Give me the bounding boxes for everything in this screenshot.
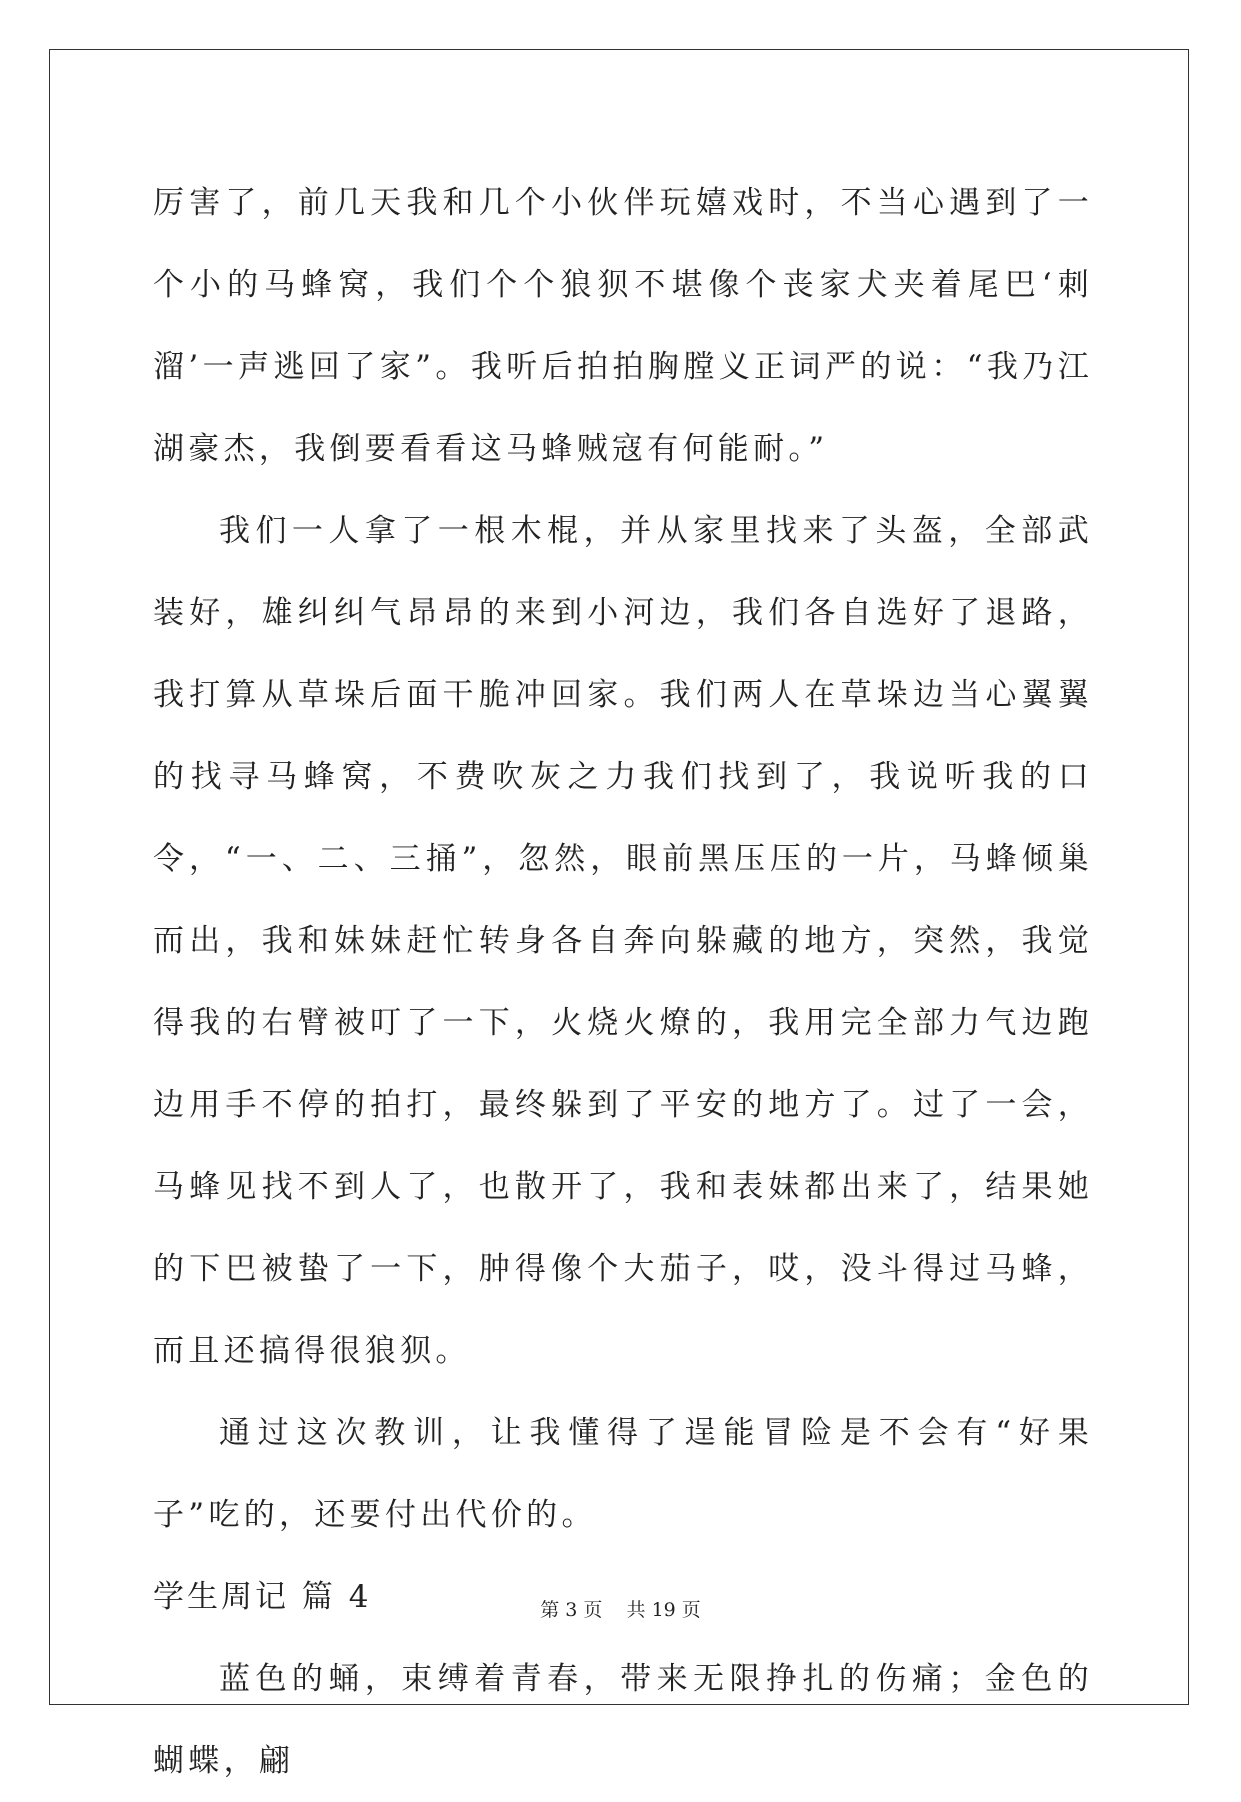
paragraph-4: 蓝色的蛹，束缚着青春，带来无限挣扎的伤痛；金色的蝴蝶，翩 <box>153 1661 1093 1779</box>
section-heading: 学生周记 篇 4 <box>153 1579 372 1615</box>
page-footer: 第 3 页 共 19 页 <box>540 1599 701 1621</box>
paragraph-2: 我们一人拿了一根木棍，并从家里找来了头盔，全部武装好，雄纠纠气昂昂的来到小河边，我们各自选好了退路，我打算从草垛后面干脆冲回家。我们两人在草垛边当心翼翼的找寻马蜂窝，不费吹灰之力我们找到了，我说听我的口令，“一、二、三捅”，忽然，眼前黑压压的一片，马蜂倾巢而出，我和妹妹赶忙转身各自奔向躲藏的地方，突然，我觉得我的右臂被叮了一下，火烧火燎的，我用完全部力气边跑边用手不停的拍打，最终躲到了平安的地方了。过了一会，马蜂见找不到人了，也散开了，我和表妹都出来了，结果她的下巴被蛰了一下，肿得像个大茄子，哎，没斗得过马蜂，而且还搞得很狼狈。 <box>153 513 1093 1369</box>
paragraph-1: 厉害了，前几天我和几个小伙伴玩嬉戏时，不当心遇到了一个小的马蜂窝，我们个个狼狈不堪像个丧家犬夹着尾巴‘刺溜’一声逃回了家”。我听后拍拍胸膛义正词严的说：“我乃江湖豪杰，我倒要看看这马蜂贼寇有何能耐。” <box>153 185 1093 467</box>
document-body <box>153 162 1093 1802</box>
paragraph-3: 通过这次教训，让我懂得了逞能冒险是不会有“好果子”吃的，还要付出代价的。 <box>153 1415 1093 1533</box>
